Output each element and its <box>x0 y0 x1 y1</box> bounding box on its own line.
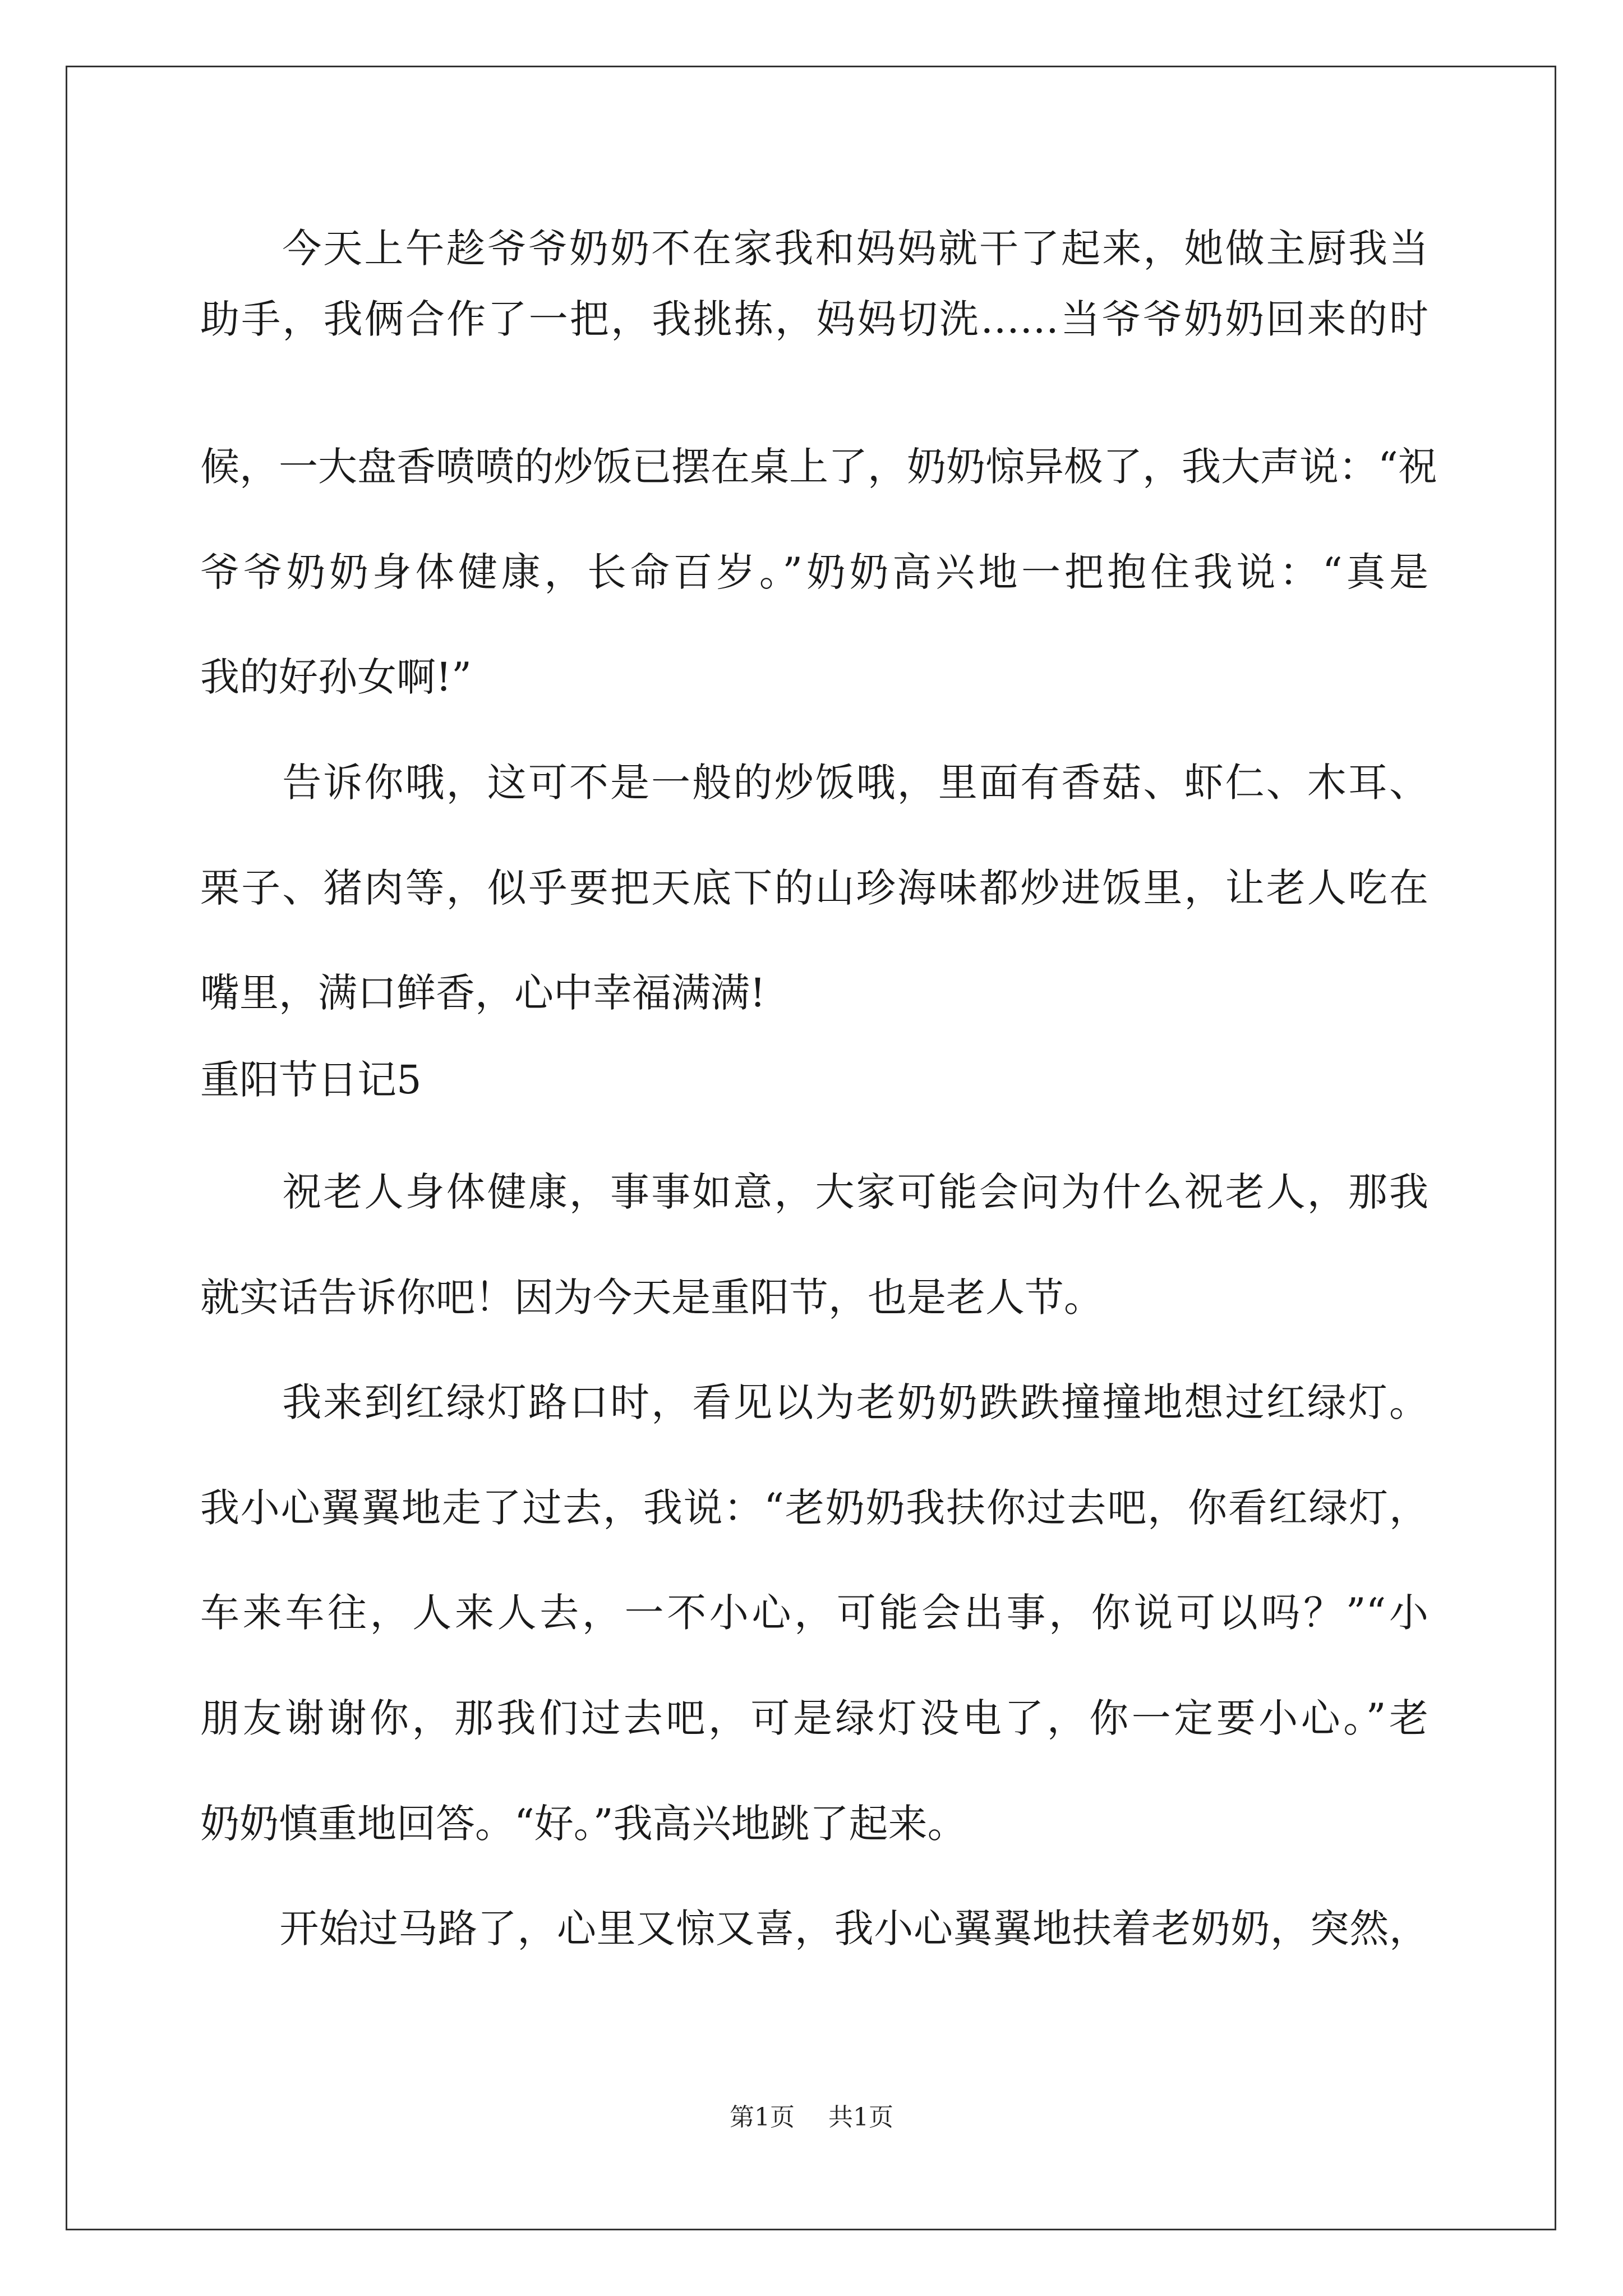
section-heading: 重阳节日记5 <box>200 1057 422 1103</box>
page-footer <box>0 2101 1623 2134</box>
paragraph-line: 我小心翼翼地走了过去，我说：“老奶奶我扶你过去吧，你看红绿灯， <box>200 1485 1428 1531</box>
paragraph-line: 我来到红绿灯路口时，看见以为老奶奶跌跌撞撞地想过红绿灯。 <box>200 1379 1428 1425</box>
paragraph-line: 车来车往，人来人去，一不小心，可能会出事，你说可以吗？”“小 <box>200 1590 1428 1636</box>
paragraph-line: 告诉你哦，这可不是一般的炒饭哦，里面有香菇、虾仁、木耳、 <box>200 760 1428 806</box>
page-total: 共1页 <box>828 2103 893 2132</box>
paragraph-line: 栗子、猪肉等，似乎要把天底下的山珍海味都炒进饭里，让老人吃在 <box>200 865 1428 911</box>
paragraph-line: 候，一大盘香喷喷的炒饭已摆在桌上了，奶奶惊异极了，我大声说：“祝 <box>200 444 1437 490</box>
paragraph-line: 开始过马路了，心里又惊又喜，我小心翼翼地扶着老奶奶，突然， <box>200 1906 1428 1952</box>
paragraph-line: 奶奶慎重地回答。“好。”我高兴地跳了起来。 <box>200 1801 967 1847</box>
paragraph-line: 朋友谢谢你，那我们过去吧，可是绿灯没电了，你一定要小心。”老 <box>200 1695 1428 1741</box>
paragraph-line: 助手，我俩合作了一把，我挑拣，妈妈切洗……当爷爷奶奶回来的时 <box>200 296 1428 342</box>
page-number: 第1页 <box>730 2103 795 2132</box>
paragraph-line: 我的好孙女啊!” <box>200 654 472 700</box>
paragraph-line: 爷爷奶奶身体健康，长命百岁。”奶奶高兴地一把抱住我说：“真是 <box>200 549 1428 595</box>
paragraph-line: 今天上午趁爷爷奶奶不在家我和妈妈就干了起来，她做主厨我当 <box>200 226 1428 272</box>
paragraph-line: 嘴里，满口鲜香，心中幸福满满! <box>200 970 766 1016</box>
paragraph-line: 就实话告诉你吧！因为今天是重阳节，也是老人节。 <box>200 1274 1103 1320</box>
paragraph-line: 祝老人身体健康，事事如意，大家可能会问为什么祝老人，那我 <box>200 1169 1428 1215</box>
